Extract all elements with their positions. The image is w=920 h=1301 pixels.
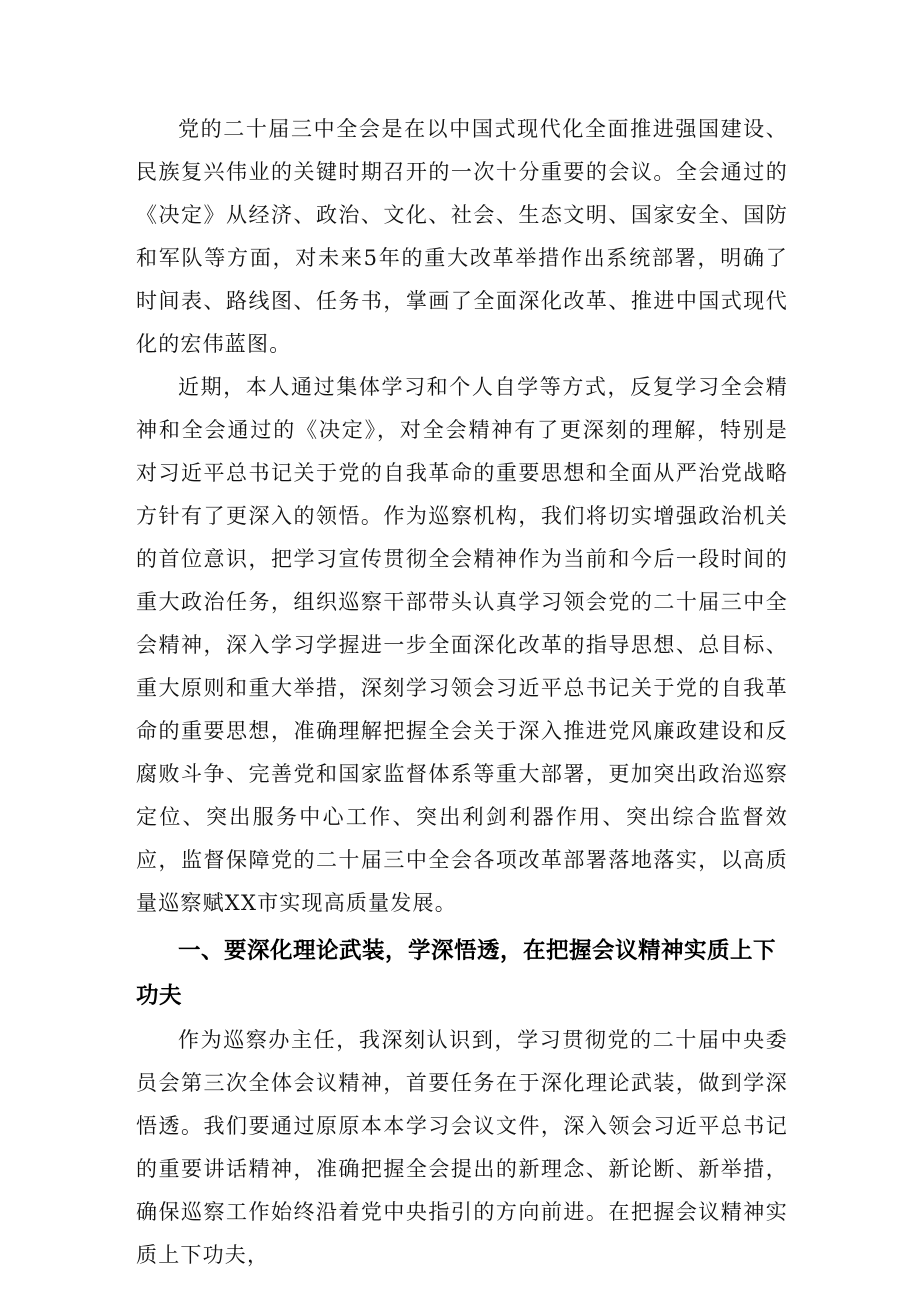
section-heading: 一、要深化理论武装，学深悟透，在把握会议精神实质上下功夫 bbox=[136, 938, 777, 1009]
document-body bbox=[136, 108, 788, 1277]
paragraph-intro: 党的二十届三中全会是在以中国式现代化全面推进强国建设、民族复兴伟业的关键时期召开的一次十分重要的会议。全会通过的《决定》从经济、政治、文化、社会、生态文明、国家安全、国防和军队等方面，对未来5年的重大改革举措作出系统部署，明确了时间表、路线图、任务书，掌画了全面深化改革、推进中国式现代化的宏伟蓝图。 bbox=[136, 117, 788, 356]
paragraph-study: 近期，本人通过集体学习和个人自学等方式，反复学习全会精神和全会通过的《决定》，对全会精神有了更深刻的理解，特别是对习近平总书记关于党的自我革命的重要思想和全面从严治党战略方针有了更深入的领悟。作为巡察机构，我们将切实增强政治机关的首位意识，把学习宣传贯彻全会精神作为当前和今后一段时间的重大政治任务，组织巡察干部带头认真学习领会党的二十届三中全会精神，深入学习学握进一步全面深化改革的指导思想、总目标、重大原则和重大举措，深刻学习领会习近平总书记关于党的自我革命的重要思想，准确理解把握全会关于深入推进党风廉政建设和反腐败斗争、完善党和国家监督体系等重大部署，更加突出政治巡察定位、突出服务中心工作、突出利剑利器作用、突出综合监督效应，监督保障党的二十届三中全会各项改革部署落地落实，以高质量巡察赋XX市实现高质量发展。 bbox=[136, 375, 788, 915]
paragraph-section-one: 作为巡察办主任，我深刻认识到，学习贯彻党的二十届中央委员会第三次全体会议精神，首要任务在于深化理论武装，做到学深悟透。我们要通过原原本本学习会议文件，深入领会习近平总书记的重要讲话精神，准确把握全会提出的新理念、新论断、新举措，确保巡察工作始终沿着党中央指引的方向前进。在把握会议精神实质上下功夫， bbox=[136, 1028, 788, 1267]
